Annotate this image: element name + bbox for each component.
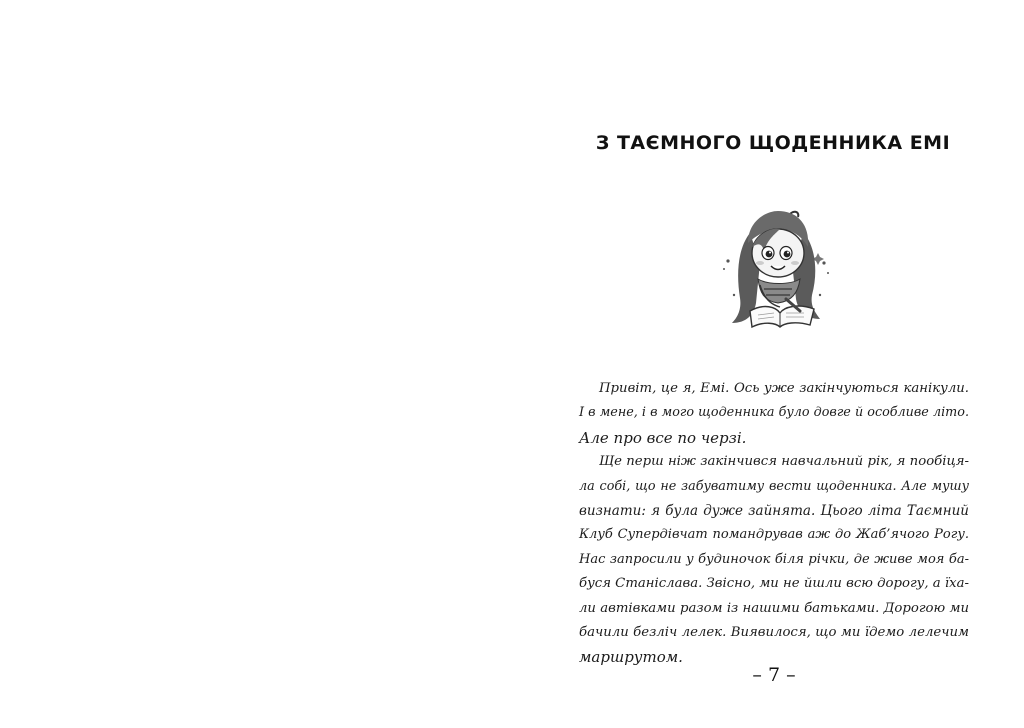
chapter-title: З ТАЄМНОГО ЩОДЕННИКА ЕМІ <box>595 132 951 154</box>
text-line: бачили безліч лелек. Виявилося, що ми їдемо лелечим <box>579 625 969 641</box>
text-line: І в мене, і в мого щоденника було довге й особливе літо. <box>579 405 969 421</box>
text-line: Нас запросили у будиночок біля річки, де живе моя ба- <box>579 551 969 567</box>
right-page <box>512 0 1024 728</box>
text-line: Ще перш ніж закінчився навчальний рік, я пообіця- <box>599 454 969 470</box>
text-line: ли автівками разом із нашими батьками. Дорогою ми <box>579 600 969 616</box>
body-text <box>579 377 969 670</box>
girl-reading-diary-illustration <box>720 203 832 333</box>
text-line: Але про все по черзі. <box>579 428 747 447</box>
paragraph-1 <box>579 377 969 450</box>
paragraph-2 <box>579 450 969 670</box>
page-number: – 7 – <box>752 664 796 686</box>
text-line: ла собі, що не забуватиму вести щоденника. Але мушу <box>579 478 969 494</box>
text-line: Клуб Супердівчат помандрував аж до Жаб’ячого Рогу. <box>579 527 969 543</box>
text-line: визнати: я була дуже зайнята. Цього літа Таємний <box>579 503 969 520</box>
text-line: Привіт, це я, Емі. Ось уже закінчуються канікули. <box>599 381 969 396</box>
text-line: буся Станіслава. Звісно, ми не йшли всю дорогу, а їха- <box>579 576 969 592</box>
text-line: маршрутом. <box>579 648 683 667</box>
